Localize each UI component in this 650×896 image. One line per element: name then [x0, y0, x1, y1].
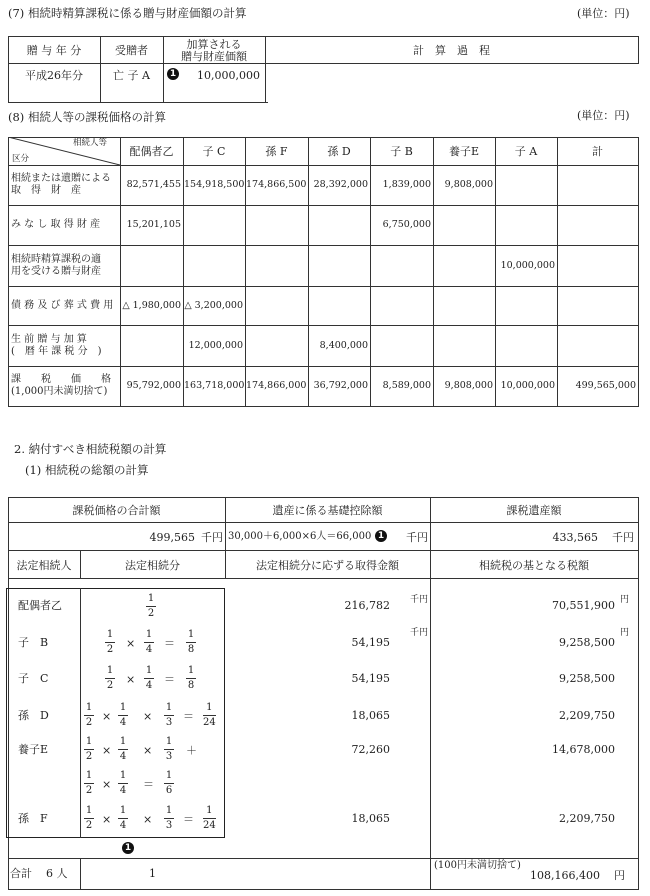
row-label: 生 前 贈 与 加 算: [11, 333, 87, 345]
header-basic-deduction: 遺産に係る基礎控除額: [272, 504, 383, 517]
table-cell: 9,808,000: [444, 179, 493, 190]
row-label: 相続または遺贈による: [11, 173, 111, 184]
operator: ×: [126, 673, 136, 686]
point-badge-icon: 1: [122, 842, 134, 854]
operator: ×: [126, 637, 136, 650]
table-cell: 36,792,000: [313, 380, 368, 391]
operator: ＋: [186, 744, 197, 757]
operator: ×: [102, 744, 112, 757]
heir-name: 配偶者乙: [18, 599, 62, 612]
column-header: 孫 F: [265, 145, 288, 158]
heir-tax: 2,209,750: [559, 709, 615, 722]
table-cell: 10,000,000: [500, 380, 555, 391]
table-cell: △ 1,980,000: [122, 299, 181, 311]
total-taxable-unit: 千円: [201, 531, 223, 544]
row-label: 債 務 及 び 葬 式 費 用: [11, 299, 114, 311]
row-label: み な し 取 得 財 産: [11, 219, 101, 230]
operator: ＝: [183, 710, 194, 723]
column-header: 子 B: [390, 145, 413, 158]
header-base-tax: 相続税の基となる税額: [479, 559, 589, 572]
corner-category-label: 区分: [12, 154, 30, 164]
fraction: 1 8: [187, 629, 195, 655]
table-cell: 28,392,000: [313, 179, 368, 190]
fraction: 1 24: [203, 702, 216, 728]
heir-amount: 18,065: [351, 709, 390, 722]
table-cell: 6,750,000: [382, 219, 431, 230]
total-share: 1: [149, 867, 156, 880]
section7-unit: (単位：円): [577, 7, 630, 20]
table-cell: 9,808,000: [444, 380, 493, 391]
deduction-unit: 千円: [406, 531, 428, 544]
table-cell: 174,866,000: [246, 380, 307, 391]
fraction: 1 6: [165, 770, 173, 796]
total-count: 6 人: [46, 867, 68, 880]
header-legal-shares: 法定相続分: [125, 559, 180, 572]
taxable-estate-unit: 千円: [612, 531, 634, 544]
header-donee: 受贈者: [115, 44, 148, 57]
unit-sen-1: 千円: [410, 595, 429, 605]
fraction: 1 2: [147, 593, 155, 619]
heir-amount: 216,782: [344, 599, 390, 612]
fraction: 1 8: [187, 665, 195, 691]
point-badge-icon: 1: [375, 530, 387, 542]
header-calculation: 計 算 過 程: [413, 44, 490, 57]
operator: ×: [143, 710, 153, 723]
unit-en-2: 円: [620, 628, 630, 638]
added-gift-amount: 10,000,000: [197, 69, 260, 82]
section8-title: (8) 相続人等の課税価格の計算: [8, 110, 166, 124]
heir-amount: 54,195: [351, 672, 390, 685]
fraction: 1 2: [85, 702, 93, 728]
total-label: 合計: [10, 867, 32, 880]
row-label: (1,000円未満切捨て): [11, 386, 108, 397]
header-legal-heirs: 法定相続人: [16, 559, 72, 572]
fraction: 1 24: [203, 805, 216, 831]
table-cell: 8,589,000: [382, 380, 431, 391]
fraction: 1 2: [85, 736, 93, 762]
table-cell: 154,918,500: [184, 179, 245, 190]
header-added-gift-1: 加算される: [186, 38, 242, 51]
row-label: 課 税 価 格: [11, 374, 111, 385]
header-total-taxable: 課税価格の合計額: [72, 504, 161, 517]
fraction: 1 3: [165, 736, 173, 762]
operator: ×: [102, 778, 112, 791]
table-cell: 82,571,455: [126, 179, 181, 190]
fraction: 1 4: [119, 770, 127, 796]
total-taxable-value: 499,565: [149, 531, 195, 544]
column-header: 計: [592, 145, 603, 158]
fraction: 1 4: [119, 736, 127, 762]
row-label: ( 暦 年 課 税 分 ): [11, 345, 102, 357]
heir-tax: 70,551,900: [552, 599, 615, 612]
heir-amount: 54,195: [351, 636, 390, 649]
heir-tax: 9,258,500: [559, 672, 615, 685]
rounding-note: (100円未満切捨て): [434, 860, 521, 871]
operator: ＝: [164, 673, 175, 686]
table-cell: 174,866,500: [246, 179, 307, 190]
heir-name: 孫 D: [18, 709, 49, 722]
heir-amount: 18,065: [351, 812, 390, 825]
table-cell: 499,565,000: [575, 380, 636, 391]
deduction-formula: 30,000＋6,000×6人＝66,000: [228, 531, 372, 542]
donee-value: 亡 子 A: [113, 69, 150, 82]
fraction: 1 4: [145, 629, 153, 655]
table-cell: 10,000,000: [500, 259, 555, 271]
gift-year-value: 平成26年分: [25, 69, 83, 82]
header-gift-year: 贈 与 年 分: [26, 44, 82, 57]
row-label: 用を受ける贈与財産: [11, 265, 101, 277]
operator: ×: [143, 813, 153, 826]
heir-amount: 72,260: [351, 743, 390, 756]
operator: ×: [102, 813, 112, 826]
header-added-gift-2: 贈与財産価額: [181, 50, 247, 63]
heir-tax: 2,209,750: [559, 812, 615, 825]
taxable-estate-value: 433,565: [552, 531, 598, 544]
operator: ＝: [183, 813, 194, 826]
operator: ＝: [143, 778, 154, 791]
heir-tax: 14,678,000: [552, 743, 615, 756]
column-header: 子 C: [202, 145, 226, 158]
total-tax-unit: 円: [614, 869, 625, 882]
table-cell: 95,792,000: [126, 380, 181, 391]
table-cell: 15,201,105: [126, 219, 181, 230]
row-label: 取 得 財 産: [11, 185, 81, 196]
total-tax: 108,166,400: [530, 869, 600, 882]
unit-en-1: 円: [620, 595, 630, 605]
fraction: 1 3: [165, 702, 173, 728]
header-taxable-estate: 課税遺産額: [506, 504, 562, 517]
fraction: 1 2: [85, 805, 93, 831]
section8-unit: (単位：円): [577, 109, 630, 122]
section7-title: (7) 相続時精算課税に係る贈与財産価額の計算: [8, 6, 247, 20]
table-cell: 163,718,000: [184, 380, 245, 391]
table-cell: △ 3,200,000: [184, 299, 243, 311]
column-header: 養子E: [448, 145, 480, 158]
table-cell: 8,400,000: [319, 339, 368, 351]
fraction: 1 4: [145, 665, 153, 691]
row-label: 相続時精算課税の適: [11, 253, 101, 265]
column-header: 孫 D: [327, 145, 351, 158]
heir-name: 養子E: [18, 743, 49, 756]
unit-sen-2: 千円: [410, 628, 429, 638]
heir-tax: 9,258,500: [559, 636, 615, 649]
fraction: 1 2: [85, 770, 93, 796]
operator: ×: [102, 710, 112, 723]
heir-name: 孫 F: [18, 812, 48, 825]
fraction: 1 4: [119, 805, 127, 831]
fraction: 1 2: [106, 629, 114, 655]
point-badge-icon: 1: [167, 68, 179, 80]
section2-subtitle: (1) 相続税の総額の計算: [25, 463, 149, 477]
operator: ×: [143, 744, 153, 757]
section2-title: 2. 納付すべき相続税額の計算: [14, 442, 167, 456]
fraction: 1 4: [119, 702, 127, 728]
heir-name: 子 C: [18, 672, 49, 685]
header-amount-by-share: 法定相続分に応ずる取得金額: [256, 559, 399, 572]
operator: ＝: [164, 637, 175, 650]
table-cell: 12,000,000: [188, 339, 243, 351]
heir-name: 子 B: [18, 636, 49, 649]
table-cell: 1,839,000: [382, 179, 431, 190]
column-header: 配偶者乙: [129, 145, 174, 158]
fraction: 1 3: [165, 805, 173, 831]
corner-heirs-label: 相続人等: [73, 138, 108, 148]
column-header: 子 A: [514, 145, 538, 158]
fraction: 1 2: [106, 665, 114, 691]
